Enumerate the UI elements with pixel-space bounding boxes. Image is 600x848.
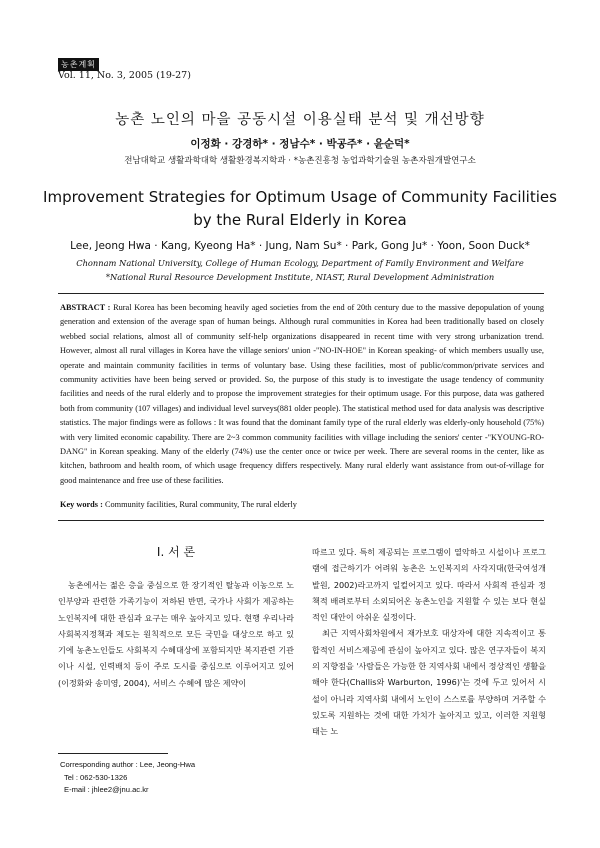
corresponding-author-email: E-mail : jhlee2@jnu.ac.kr	[64, 785, 149, 794]
abstract-text: Rural Korea has been becoming heavily aged societies from the end of 20th century due to the massive depopulation of young generation and extension of the average span of human beings. Although rural communities in Korea had been traditionally based on closely webbed social relations, almost all of community self-help organizations disappeared in recent time with very strong urbanization trend. However, almost all rural villages in Korea have the village seniors' union -"NO-IN-HOE" in Korean speaking- of which members usually use, operate and maintain community facilities in terms of voluntary base. Using these facilities, most of public/common/private services and community activities have been being served or provided. So, the purpose of this study is to investigate the usage tendency of community facilities and needs of the rural elderly and to propose the improvement strategies for their optimum usage. For this purpose, data was gathered both from community (107 villages) and individual level surveys(881 older people). The statistical method used for data analysis was descriptive statistics. The major findings were as follows : It was found that the dominant family type of the rural elderly was elderly-only household (75%) with very limited economic capability. There are 2~3 common community facilities with village including the seniors' center -"KYOUNG-RO-DANG" in Korean speaking. Many of the elderly (74%) use the center once or twice per week. There are several rooms in the center, like as kitchen, bathroom and health room, of which usage frequency differs respectively. Many rural elderly want assistance from out-of-village for good maintenance and free use of these facilities.	[60, 303, 544, 485]
body-text-left	[58, 577, 294, 691]
body-text-right	[312, 544, 546, 740]
authors-korean: 이정화 · 강경하* · 정남수* · 박공주* · 윤순덕*	[190, 138, 410, 150]
title-english: Improvement Strategies for Optimum Usage of Community Facilities by the Rural Elderly in Korea	[43, 188, 557, 229]
abstract	[60, 301, 544, 488]
corresponding-author-tel: Tel : 062-530-1326	[64, 772, 128, 782]
authors-english: Lee, Jeong Hwa · Kang, Kyeong Ha* · Jung, Nam Su* · Park, Gong Ju* · Yoon, Soon Duck*	[70, 240, 530, 252]
corresponding-author	[60, 759, 195, 797]
keywords-label: Key words :	[60, 500, 103, 509]
affiliation-english-2: *National Rural Resource Development Institute, NIAST, Rural Development Administration	[105, 272, 495, 282]
abstract-top-rule	[58, 293, 544, 294]
affiliation-korean: 전남대학교 생활과학대학 생활환경복지학과 · *농촌진흥청 농업과학기술원 농촌자원개발연구소	[124, 156, 476, 166]
body-right-paragraph-1: 따르고 있다. 특히 제공되는 프로그램이 열악하고 시설이나 프로그램에 접근하기가 어려워 농촌은 노인복지의 사각지대(한국여성개발원, 2002)라고까지 일컬어지고 있다. 따라서 사회적 관심과 정책적 배려로부터 소외되어온 농촌노인을 지원할 수 있는 보다 현실적인 대안이 아쉬운 실정이다.	[312, 547, 546, 623]
keywords-text: Community facilities, Rural community, The rural elderly	[104, 500, 297, 509]
section-heading: Ⅰ. 서 론	[156, 545, 196, 559]
body-left-paragraph: 농촌에서는 젊은 층을 중심으로 한 장기적인 탈농과 이농으로 노인부양과 관련한 가족기능이 저하된 반면, 국가나 사회가 제공하는 노인복지에 대한 관심과 요구는 매우 높아지고 있다. 현행 우리나라 사회복지정책과 제도는 원칙적으로 모든 국민을 대상으로 하고 있기에 농촌노인들도 사회복지 수혜대상에 포함되지만 복지관련 기관이나 시설, 인력배치 등이 주로 도시를 중심으로 이루어지고 있어(이정화와 송미영, 2004), 서비스 수혜에 많은 제약이	[58, 580, 294, 688]
footnote-rule	[58, 753, 168, 754]
title-korean: 농촌 노인의 마을 공동시설 이용실태 분석 및 개선방향	[115, 112, 485, 128]
abstract-label: ABSTRACT :	[60, 303, 111, 312]
corresponding-author-name: Corresponding author : Lee, Jeong-Hwa	[60, 760, 196, 769]
body-right-paragraph-2: 최근 지역사회차원에서 재가보호 대상자에 대한 지속적이고 통합적인 서비스제공에 관심이 높아지고 있다. 많은 연구자들이 복지의 지향점을 '사람들은 가능한 한 지역사회 내에서 정상적인 생활을 해야 한다(Challis와 Warburton, 1996)'는 것에 두고 있어서 시설이 아니라 지역사회 내에서 노인이 스스로를 부양하며 거주할 수 있도록 지원하는 것에 대한 가치가 높아지고 있고, 이러한 지원형태는 노	[312, 628, 546, 737]
affiliation-english-1: Chonnam National University, College of Human Ecology, Department of Family Environment and Welfare	[76, 258, 524, 268]
keywords	[60, 500, 544, 509]
journal-badge: 농촌계획	[58, 58, 99, 71]
abstract-bottom-rule	[58, 520, 544, 521]
volume-info: Vol. 11, No. 3, 2005 (19-27)	[58, 70, 191, 81]
